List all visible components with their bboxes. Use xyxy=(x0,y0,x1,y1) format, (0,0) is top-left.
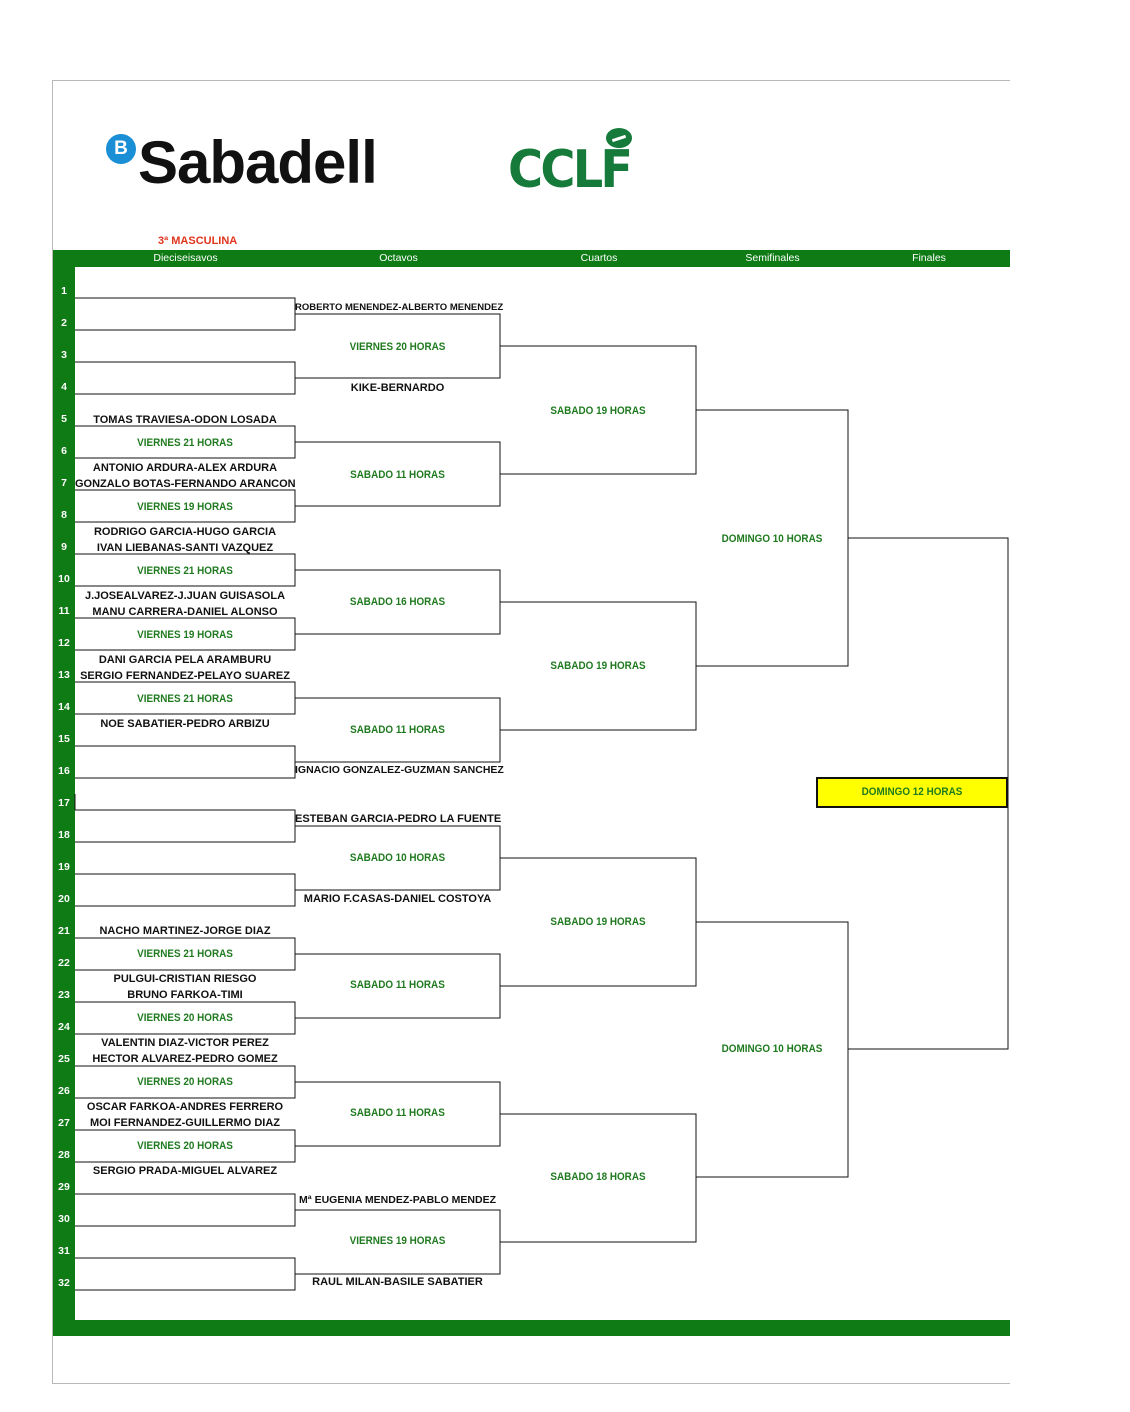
schedule-r32: VIERNES 20 HORAS xyxy=(137,1012,233,1024)
schedule-r16: SABADO 11 HORAS xyxy=(350,979,445,991)
team-r32: RODRIGO GARCIA-HUGO GARCIA xyxy=(93,526,277,538)
bracket-r32-2 xyxy=(75,362,295,394)
team-r32: HECTOR ALVAREZ-PEDRO GOMEZ xyxy=(92,1053,278,1065)
final-schedule-box xyxy=(816,777,1008,808)
team-r32: SERGIO FERNANDEZ-PELAYO SUAREZ xyxy=(80,670,290,682)
cclf-logo: CCLF xyxy=(508,140,631,200)
schedule-r16: SABADO 16 HORAS xyxy=(349,596,446,608)
row-number: 2 xyxy=(61,317,67,329)
schedule-r16: VIERNES 19 HORAS xyxy=(349,1235,446,1247)
row-number: 1 xyxy=(61,285,67,297)
team-r16: ROBERTO MENENDEZ-ALBERTO MENENDEZ xyxy=(295,302,504,313)
team-r16: KIKE-BERNARDO xyxy=(350,382,445,394)
row-number: 9 xyxy=(61,541,67,553)
team-r16: ESTEBAN GARCIA-PEDRO LA FUENTE xyxy=(295,813,502,825)
row-number: 12 xyxy=(58,637,70,649)
team-r32: ANTONIO ARDURA-ALEX ARDURA xyxy=(92,462,278,474)
round-header-cuartos: Cuartos xyxy=(580,252,618,264)
schedule-r32: VIERNES 20 HORAS xyxy=(137,1076,233,1088)
team-r32: PULGUI-CRISTIAN RIESGO xyxy=(113,973,257,985)
row-number: 27 xyxy=(58,1117,70,1129)
team-r32: TOMAS TRAVIESA-ODON LOSADA xyxy=(93,414,277,426)
team-r32: IVAN LIEBANAS-SANTI VAZQUEZ xyxy=(96,542,274,554)
schedule-r16: VIERNES 20 HORAS xyxy=(349,341,446,353)
row-number: 17 xyxy=(58,797,70,809)
team-r16: MARIO F.CASAS-DANIEL COSTOYA xyxy=(303,893,492,905)
row-number: 13 xyxy=(58,669,70,681)
team-r32: NOE SABATIER-PEDRO ARBIZU xyxy=(100,718,270,730)
row-number: 26 xyxy=(58,1085,70,1097)
row-number: 29 xyxy=(58,1181,70,1193)
bracket-r32-8 xyxy=(75,746,295,778)
schedule-r32: VIERNES 21 HORAS xyxy=(137,948,233,960)
team-r32: SERGIO PRADA-MIGUEL ALVAREZ xyxy=(92,1165,278,1177)
team-r32: DANI GARCIA PELA ARAMBURU xyxy=(98,654,272,666)
row-number: 5 xyxy=(61,413,67,425)
category-title: 3ª MASCULINA xyxy=(158,235,238,247)
row-number: 32 xyxy=(58,1277,70,1289)
round-header-finales: Finales xyxy=(912,252,946,264)
team-r32: MANU CARRERA-DANIEL ALONSO xyxy=(92,606,278,618)
round-header-dieciseisavos: Dieciseisavos xyxy=(153,252,218,264)
bracket-r32-15 xyxy=(75,1194,295,1226)
team-r16: IGNACIO GONZALEZ-GUZMAN SANCHEZ xyxy=(295,764,504,776)
row-number: 21 xyxy=(58,925,70,937)
team-r32: BRUNO FARKOA-TIMI xyxy=(127,989,243,1001)
team-r32: J.JOSEALVAREZ-J.JUAN GUISASOLA xyxy=(84,590,286,602)
bracket-r32-1 xyxy=(75,298,295,330)
row-number: 11 xyxy=(58,605,70,617)
team-r32: VALENTIN DIAZ-VICTOR PEREZ xyxy=(101,1037,269,1049)
row-number: 30 xyxy=(58,1213,70,1225)
row-number: 25 xyxy=(58,1053,70,1065)
row-number: 6 xyxy=(61,445,67,457)
row-number: 22 xyxy=(58,957,70,969)
team-r32: GONZALO BOTAS-FERNANDO ARANCON xyxy=(75,478,296,490)
schedule-qf: SABADO 19 HORAS xyxy=(550,916,646,928)
row-number: 14 xyxy=(58,701,70,713)
row-number: 4 xyxy=(61,381,67,393)
row-number: 19 xyxy=(58,861,70,873)
row-number: 28 xyxy=(58,1149,70,1161)
schedule-r16: SABADO 11 HORAS xyxy=(350,469,445,481)
round-header-semifinales: Semifinales xyxy=(745,252,800,264)
row-number: 8 xyxy=(61,509,67,521)
row-number: 23 xyxy=(58,989,70,1001)
schedule-r16: SABADO 11 HORAS xyxy=(350,724,445,736)
schedule-sf: DOMINGO 10 HORAS xyxy=(721,1043,823,1055)
row-number: 10 xyxy=(58,573,70,585)
sabadell-logo: Sabadell xyxy=(138,129,377,196)
row-number: 3 xyxy=(61,349,67,361)
row-number: 31 xyxy=(58,1245,70,1257)
schedule-r16: SABADO 10 HORAS xyxy=(349,852,446,864)
schedule-sf: DOMINGO 10 HORAS xyxy=(721,533,823,545)
row-number: 16 xyxy=(58,765,70,777)
schedule-r32: VIERNES 19 HORAS xyxy=(137,501,233,513)
schedule-qf: SABADO 18 HORAS xyxy=(550,1171,646,1183)
round-header-octavos: Octavos xyxy=(379,252,418,264)
row-number: 18 xyxy=(58,829,70,841)
row-number: 24 xyxy=(58,1021,70,1033)
schedule-r32: VIERNES 19 HORAS xyxy=(137,629,233,641)
schedule-r32: VIERNES 20 HORAS xyxy=(137,1140,233,1152)
team-r16: RAUL MILAN-BASILE SABATIER xyxy=(312,1276,483,1288)
team-r32: OSCAR FARKOA-ANDRES FERRERO xyxy=(86,1101,284,1113)
team-r16: Mª EUGENIA MENDEZ-PABLO MENDEZ xyxy=(299,1194,496,1206)
row-number: 20 xyxy=(58,893,70,905)
schedule-r32: VIERNES 21 HORAS xyxy=(137,437,233,449)
bracket-r32-10 xyxy=(75,874,295,906)
row-number: 7 xyxy=(61,477,67,489)
schedule-qf: SABADO 19 HORAS xyxy=(550,405,646,417)
bracket-r32-16 xyxy=(75,1258,295,1290)
row-number: 15 xyxy=(58,733,70,745)
sabadell-logo-icon: B xyxy=(106,134,136,164)
team-r32: NACHO MARTINEZ-JORGE DIAZ xyxy=(99,925,271,937)
schedule-r32: VIERNES 21 HORAS xyxy=(137,693,233,705)
team-r32: MOI FERNANDEZ-GUILLERMO DIAZ xyxy=(89,1117,281,1129)
schedule-qf: SABADO 19 HORAS xyxy=(550,660,646,672)
bracket-r32-9 xyxy=(75,810,295,842)
schedule-r16: SABADO 11 HORAS xyxy=(350,1107,445,1119)
schedule-r32: VIERNES 21 HORAS xyxy=(137,565,233,577)
schedule-final: DOMINGO 12 HORAS xyxy=(861,786,963,798)
